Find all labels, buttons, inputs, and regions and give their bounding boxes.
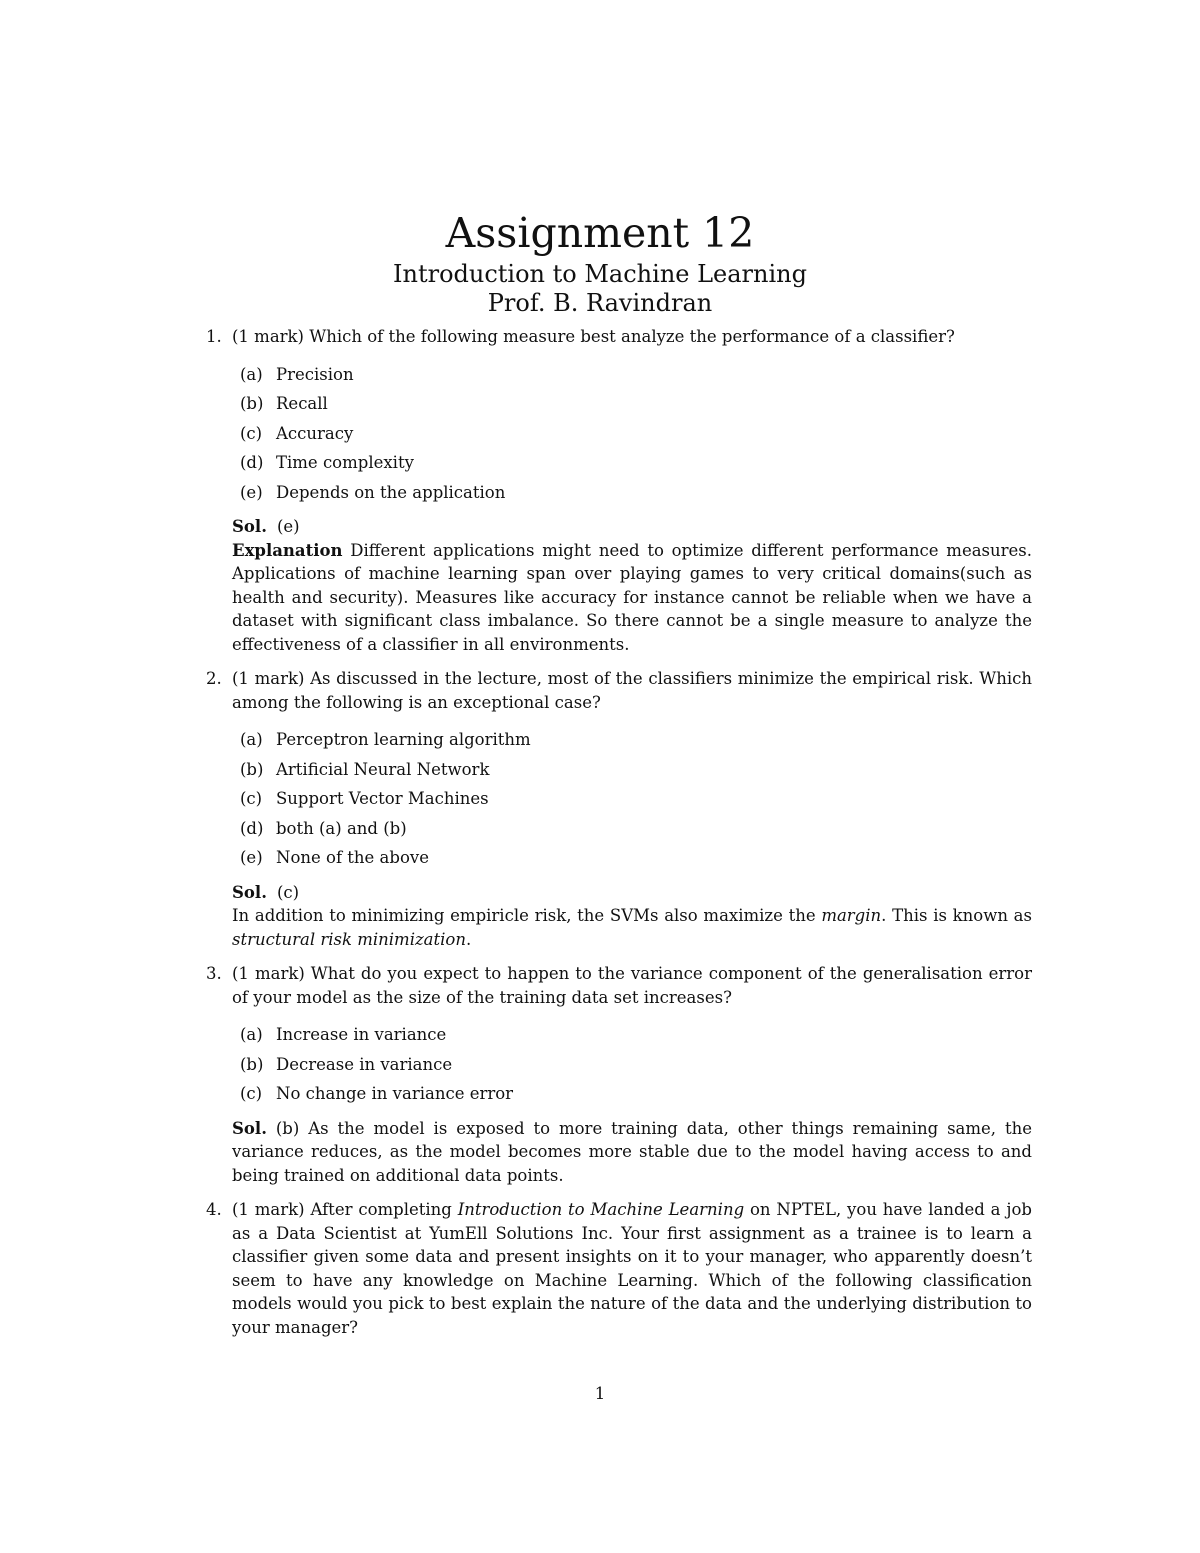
option-text: Decrease in variance bbox=[276, 1054, 453, 1074]
solution-block bbox=[232, 515, 1032, 656]
solution-label: Sol. bbox=[232, 882, 267, 902]
course-name: Introduction to Machine Learning bbox=[393, 260, 807, 288]
question-number: 4. bbox=[206, 1200, 222, 1219]
explanation-segment: . bbox=[465, 929, 472, 949]
option-text: Recall bbox=[276, 394, 328, 413]
option-text: Support Vector Machines bbox=[276, 789, 489, 808]
title-block bbox=[0, 206, 1200, 318]
option-item bbox=[232, 360, 1032, 390]
solution-block bbox=[232, 1117, 1032, 1188]
question-segment: on NPTEL, you have landed a job as a Data Scientist at YumEll Solutions Inc. Your first assignment as a trainee is to learn a classifier given some data and present insights on it to your manager, who apparently doesn’t seem to have any knowledge on Machine Learning. Which of the following classification models would you pick to best explain the nature of the data and the underlying distribution to your manager? bbox=[232, 1200, 1032, 1337]
option-text: Artificial Neural Network bbox=[276, 759, 490, 779]
option-item bbox=[232, 784, 1032, 814]
option-item bbox=[232, 843, 1032, 873]
option-list bbox=[232, 725, 1032, 873]
explanation-label: Explanation bbox=[232, 540, 343, 560]
option-label: (b) bbox=[240, 759, 264, 779]
solution-answer: (e) bbox=[276, 517, 300, 536]
option-label: (c) bbox=[240, 789, 263, 808]
option-list bbox=[232, 360, 1032, 508]
option-label: (d) bbox=[240, 818, 264, 838]
option-text: Precision bbox=[276, 364, 354, 384]
question-segment: (1 mark) After completing bbox=[232, 1200, 458, 1219]
question-text bbox=[232, 1198, 1032, 1339]
option-text: Depends on the application bbox=[276, 482, 506, 502]
explanation-segment: In addition to minimizing empiricle risk, the SVMs also maximize the bbox=[232, 906, 822, 925]
document-title: Assignment 12 bbox=[445, 209, 755, 257]
option-text: No change in variance error bbox=[276, 1084, 514, 1103]
option-label: (c) bbox=[240, 423, 263, 443]
question-number: 2. bbox=[206, 669, 222, 688]
emphasis-structural-risk: structural risk minimization bbox=[232, 929, 466, 949]
option-text: both (a) and (b) bbox=[276, 818, 407, 838]
option-label: (b) bbox=[240, 394, 264, 413]
option-item bbox=[232, 725, 1032, 755]
question-4 bbox=[206, 1198, 1032, 1339]
question-1 bbox=[206, 325, 1032, 656]
option-label: (b) bbox=[240, 1054, 264, 1074]
option-label: (e) bbox=[240, 848, 263, 867]
option-item bbox=[232, 389, 1032, 419]
page-number: 1 bbox=[594, 1384, 606, 1403]
option-text: Accuracy bbox=[276, 423, 354, 443]
instructor-name: Prof. B. Ravindran bbox=[487, 289, 713, 317]
emphasis-margin: margin bbox=[821, 906, 882, 925]
option-label: (a) bbox=[240, 730, 263, 749]
option-text: None of the above bbox=[276, 848, 429, 867]
option-item bbox=[232, 755, 1032, 785]
explanation-text: As the model is exposed to more training data, other things remaining same, the variance reduces, as the model becomes more stable due to the model having access to and being trained on additional data points. bbox=[232, 1118, 1032, 1185]
option-item bbox=[232, 478, 1032, 508]
option-item bbox=[232, 1050, 1032, 1080]
solution-block bbox=[232, 881, 1032, 952]
solution-answer: (b) bbox=[275, 1118, 300, 1138]
option-label: (e) bbox=[240, 482, 263, 502]
option-text: Time complexity bbox=[276, 453, 414, 472]
question-number: 1. bbox=[206, 327, 222, 346]
solution-label: Sol. bbox=[232, 517, 267, 536]
question-text: (1 mark) Which of the following measure best analyze the performance of a classifier? bbox=[232, 327, 955, 346]
question-list bbox=[206, 325, 1032, 1339]
question-3 bbox=[206, 962, 1032, 1187]
solution-answer: (c) bbox=[276, 882, 300, 902]
option-label: (a) bbox=[240, 364, 263, 384]
option-item bbox=[232, 1079, 1032, 1109]
question-number: 3. bbox=[206, 964, 222, 983]
question-text: (1 mark) What do you expect to happen to the variance component of the generalisation error of your model as the size of the training data set increases? bbox=[232, 964, 1032, 1007]
option-item bbox=[232, 814, 1032, 844]
solution-label: Sol. bbox=[232, 1118, 267, 1138]
emphasis-course-title: Introduction to Machine Learning bbox=[457, 1200, 745, 1219]
option-list bbox=[232, 1020, 1032, 1109]
option-text: Perceptron learning algorithm bbox=[276, 730, 531, 749]
option-label: (a) bbox=[240, 1025, 263, 1044]
explanation-text bbox=[232, 904, 1032, 951]
question-text: (1 mark) As discussed in the lecture, most of the classifiers minimize the empirical risk. Which among the following is an exceptional case? bbox=[232, 669, 1032, 712]
option-text: Increase in variance bbox=[276, 1025, 447, 1044]
option-label: (c) bbox=[240, 1084, 263, 1103]
explanation-segment: . This is known as bbox=[881, 906, 1032, 925]
option-item bbox=[232, 1020, 1032, 1050]
option-item bbox=[232, 419, 1032, 449]
option-item bbox=[232, 448, 1032, 478]
question-2 bbox=[206, 667, 1032, 951]
explanation-text: Different applications might need to optimize different performance measures. Applications of machine learning span over playing games to very critical domains(such as health and security). Measures like accuracy for instance cannot be reliable when we have a dataset with significant class imbalance. So there cannot be a single measure to analyze the effectiveness of a classifier in all environments. bbox=[232, 540, 1033, 654]
option-label: (d) bbox=[240, 453, 264, 472]
